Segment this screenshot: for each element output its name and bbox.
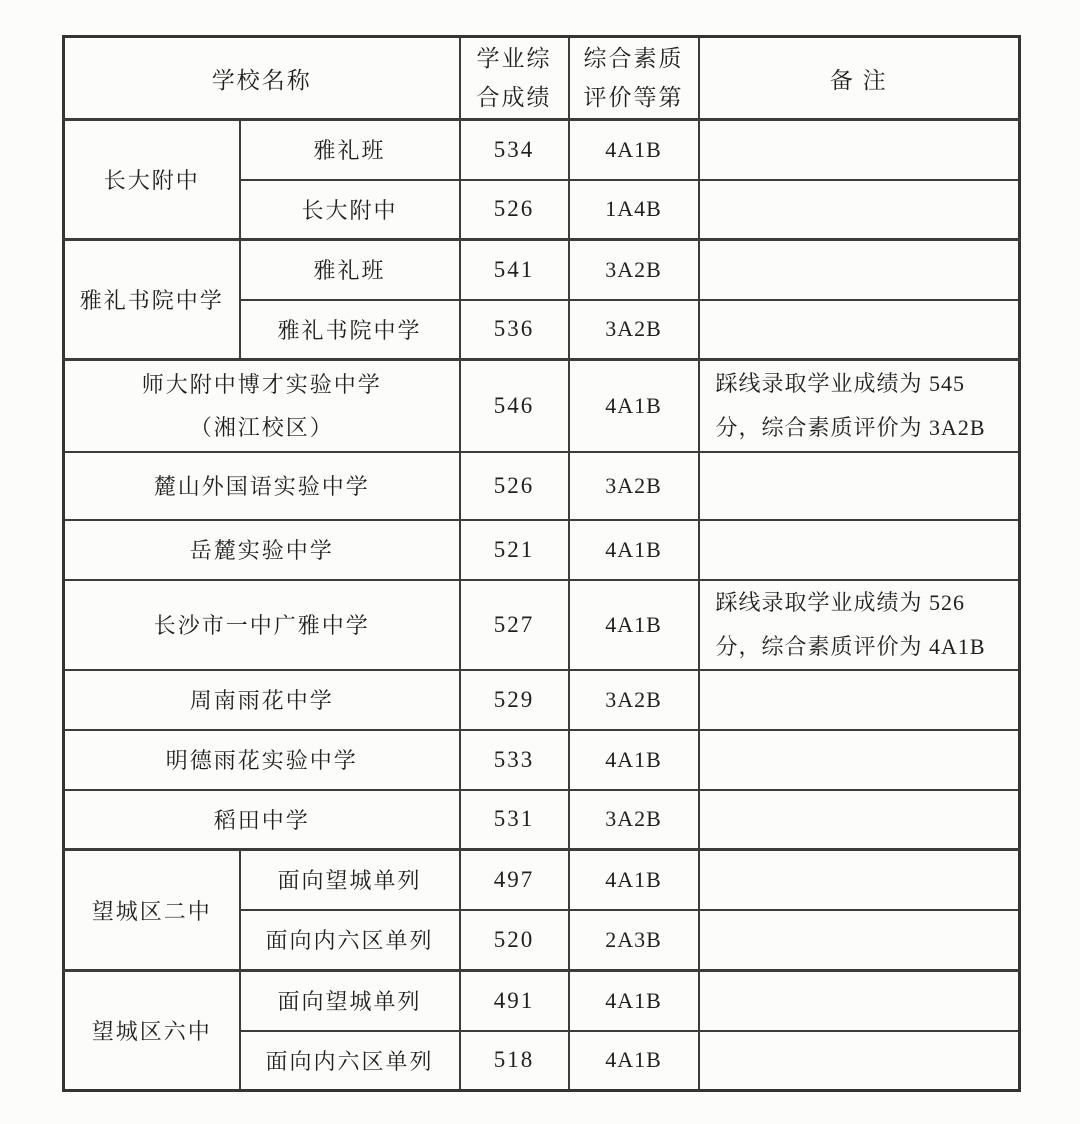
group-school-cell: 雅礼书院中学 xyxy=(64,240,240,360)
remark-cell xyxy=(699,910,1020,971)
table-row xyxy=(64,790,1020,850)
remark-cell xyxy=(699,452,1020,520)
school-cell: 麓山外国语实验中学 xyxy=(64,452,460,520)
sub-school-cell: 长大附中 xyxy=(240,180,460,240)
group-school-cell: 望城区六中 xyxy=(64,971,240,1091)
header-academic-score-line1: 学业综 xyxy=(476,46,552,71)
header-quality-grade xyxy=(569,37,699,120)
remark-cell xyxy=(699,790,1020,850)
remark-cell xyxy=(699,520,1020,580)
remark-cell xyxy=(699,300,1020,360)
remark-cell xyxy=(699,360,1020,452)
grade-cell: 2A3B xyxy=(569,910,699,971)
score-cell: 491 xyxy=(460,971,569,1031)
school-cell: 长沙市一中广雅中学 xyxy=(64,580,460,670)
score-cell: 536 xyxy=(460,300,569,360)
table-row xyxy=(64,240,1020,300)
header-remark: 备 注 xyxy=(699,37,1020,120)
header-quality-grade-line2: 评价等第 xyxy=(583,85,684,110)
remark-cell xyxy=(699,180,1020,240)
remark-line2: 分，综合素质评价为 4A1B xyxy=(715,633,986,659)
remark-cell xyxy=(699,120,1020,180)
remark-cell xyxy=(699,670,1020,730)
remark-line2: 分，综合素质评价为 3A2B xyxy=(715,414,986,440)
school-name-line2: （湘江校区） xyxy=(189,414,334,440)
sub-school-cell: 面向望城单列 xyxy=(240,850,460,910)
header-academic-score xyxy=(460,37,569,120)
header-academic-score-line2: 合成绩 xyxy=(476,85,552,110)
table-row xyxy=(64,360,1020,452)
grade-cell: 1A4B xyxy=(569,180,699,240)
score-cell: 546 xyxy=(460,360,569,452)
school-cell: 周南雨花中学 xyxy=(64,670,460,730)
grade-cell: 3A2B xyxy=(569,240,699,300)
score-cell: 534 xyxy=(460,120,569,180)
school-name-line1: 师大附中博才实验中学 xyxy=(141,371,382,397)
table-row xyxy=(64,670,1020,730)
remark-cell xyxy=(699,850,1020,910)
remark-cell xyxy=(699,1031,1020,1091)
score-cell: 526 xyxy=(460,180,569,240)
school-cell: 岳麓实验中学 xyxy=(64,520,460,580)
score-cell: 531 xyxy=(460,790,569,850)
group-school-cell: 长大附中 xyxy=(64,120,240,240)
remark-cell xyxy=(699,971,1020,1031)
group-school-cell: 望城区二中 xyxy=(64,850,240,971)
grade-cell: 3A2B xyxy=(569,452,699,520)
score-cell: 529 xyxy=(460,670,569,730)
grade-cell: 4A1B xyxy=(569,1031,699,1091)
grade-cell: 3A2B xyxy=(569,790,699,850)
remark-cell xyxy=(699,240,1020,300)
table-row xyxy=(64,520,1020,580)
score-cell: 497 xyxy=(460,850,569,910)
remark-cell xyxy=(699,730,1020,790)
grade-cell: 4A1B xyxy=(569,971,699,1031)
grade-cell: 4A1B xyxy=(569,730,699,790)
table-row xyxy=(64,452,1020,520)
grade-cell: 4A1B xyxy=(569,580,699,670)
header-school-name: 学校名称 xyxy=(64,37,460,120)
score-cell: 520 xyxy=(460,910,569,971)
score-cell: 521 xyxy=(460,520,569,580)
score-cell: 527 xyxy=(460,580,569,670)
score-cell: 541 xyxy=(460,240,569,300)
school-cell: 明德雨花实验中学 xyxy=(64,730,460,790)
remark-line1: 踩线录取学业成绩为 545 xyxy=(715,370,966,396)
admission-score-table xyxy=(62,35,1021,1092)
table-row xyxy=(64,971,1020,1031)
sub-school-cell: 面向望城单列 xyxy=(240,971,460,1031)
remark-line1: 踩线录取学业成绩为 526 xyxy=(715,589,966,615)
table-row xyxy=(64,120,1020,180)
grade-cell: 4A1B xyxy=(569,360,699,452)
score-cell: 533 xyxy=(460,730,569,790)
table-header-row xyxy=(64,37,1020,120)
score-cell: 518 xyxy=(460,1031,569,1091)
header-quality-grade-line1: 综合素质 xyxy=(583,46,684,71)
grade-cell: 4A1B xyxy=(569,850,699,910)
table-row xyxy=(64,580,1020,670)
grade-cell: 3A2B xyxy=(569,300,699,360)
score-cell: 526 xyxy=(460,452,569,520)
sub-school-cell: 面向内六区单列 xyxy=(240,910,460,971)
school-cell xyxy=(64,360,460,452)
sub-school-cell: 雅礼班 xyxy=(240,240,460,300)
grade-cell: 3A2B xyxy=(569,670,699,730)
sub-school-cell: 雅礼班 xyxy=(240,120,460,180)
table-row xyxy=(64,730,1020,790)
sub-school-cell: 雅礼书院中学 xyxy=(240,300,460,360)
grade-cell: 4A1B xyxy=(569,120,699,180)
sub-school-cell: 面向内六区单列 xyxy=(240,1031,460,1091)
table-row xyxy=(64,850,1020,910)
grade-cell: 4A1B xyxy=(569,520,699,580)
remark-cell xyxy=(699,580,1020,670)
school-cell: 稻田中学 xyxy=(64,790,460,850)
